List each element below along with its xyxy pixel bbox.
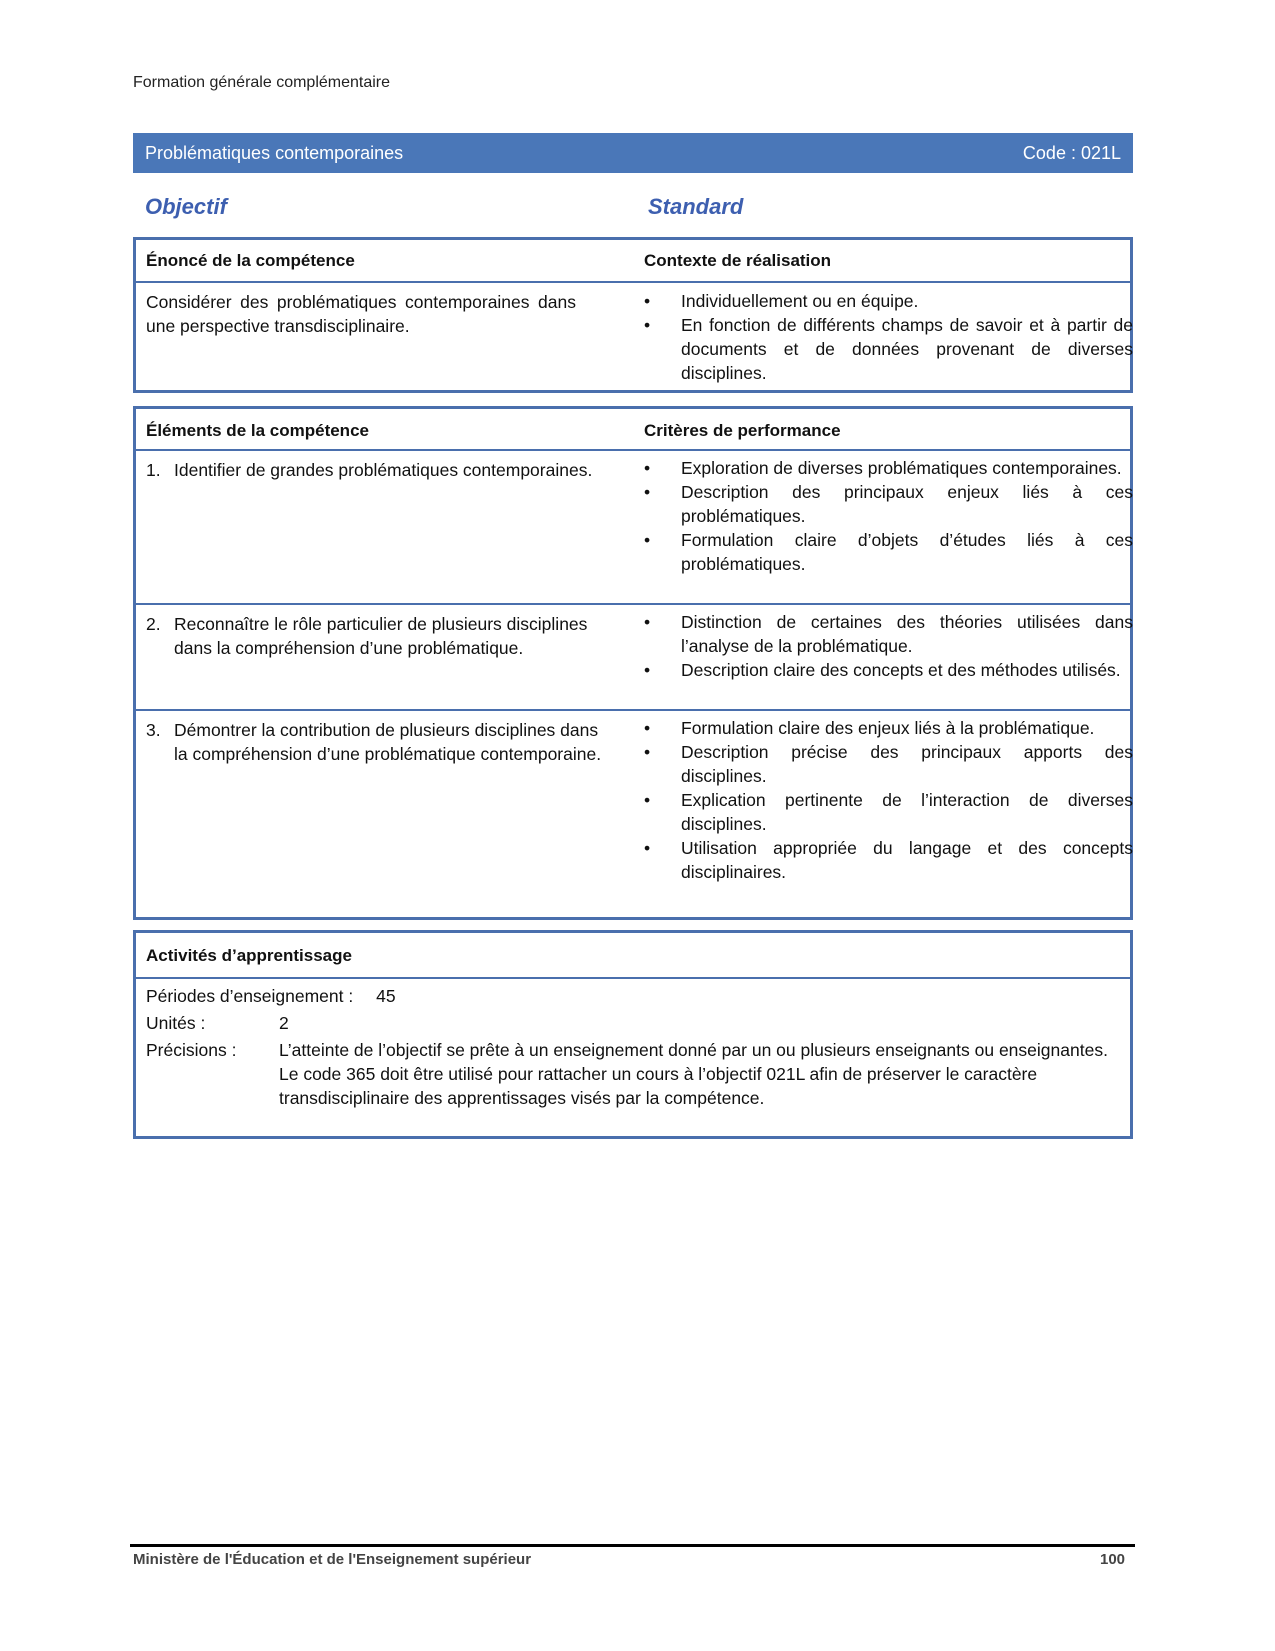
bullet-icon: • [644,838,651,858]
criteria-list-1 [644,456,1133,576]
precision-paragraph: Le code 365 doit être utilisé pour rattacher un cours à l’objectif 021L afin de préserver le caractère transdisciplinaire des apprentissages visés par la compétence. [279,1064,1038,1108]
footer-page-number: 100 [1100,1551,1126,1568]
standard-heading: Standard [648,194,744,219]
element-number: 1. [146,460,161,480]
row-divider [136,603,1130,605]
row-divider [136,709,1130,711]
bullet-icon: • [644,660,651,680]
bullet-icon: • [644,742,651,762]
list-item: • Description précise des principaux apports des disciplines. [644,742,1133,786]
list-item: • Utilisation appropriée du langage et des concepts disciplinaires. [644,838,1133,882]
periodes-label: Périodes d’enseignement : [146,986,354,1006]
elements-header-row [136,409,1130,451]
element-number: 3. [146,720,161,740]
element-row-2 [146,612,616,660]
periodes-value: 45 [376,986,396,1006]
course-title: Problématiques contemporaines [145,143,404,163]
list-item: • Exploration de diverses problématiques contemporaines. [644,458,1122,478]
list-item: • Formulation claire d’objets d’études liés à ces problématiques. [644,530,1133,574]
list-item: • Formulation claire des enjeux liés à la problématique. [644,718,1095,738]
criteria-list-2 [644,610,1133,682]
periodes-row [146,984,396,1008]
competence-box [133,237,1133,393]
criteria-list-3 [644,716,1133,884]
list-item: • Individuellement ou en équipe. [644,291,919,311]
unites-value: 2 [279,1013,289,1033]
enonce-header: Énoncé de la compétence [146,251,355,270]
activites-header: Activités d’apprentissage [146,946,352,965]
title-bar [133,133,1133,173]
contexte-header: Contexte de réalisation [644,251,832,270]
bullet-icon: • [644,718,651,738]
unites-row [146,1011,289,1035]
unites-label: Unités : [146,1013,206,1033]
bullet-icon: • [644,790,651,810]
footer-divider [130,1544,1135,1547]
bullet-icon: • [644,458,651,478]
bullet-icon: • [644,291,651,311]
objectif-heading: Objectif [145,194,227,219]
bullet-icon: • [644,612,651,632]
bullet-icon: • [644,530,651,550]
element-row-1 [146,458,616,482]
competence-header-row [136,240,1130,283]
enonce-text: Considérer des problématiques contemporaines dans une perspective transdisciplinaire. [146,292,576,336]
element-row-3 [146,718,616,766]
activites-box [133,930,1133,1139]
list-item: • Description claire des concepts et des méthodes utilisés. [644,660,1121,680]
element-number: 2. [146,614,161,634]
running-header: Formation générale complémentaire [133,74,391,91]
bullet-icon: • [644,482,651,502]
list-item: • En fonction de différents champs de savoir et à partir de documents et de données provenant de diverses disciplines. [644,315,1133,383]
precisions-row [146,1038,1126,1110]
contexte-list [644,289,1133,385]
footer-ministry: Ministère de l'Éducation et de l'Enseignement supérieur [133,1551,532,1568]
element-text: Identifier de grandes problématiques contemporaines. [174,460,593,480]
list-item: • Description des principaux enjeux liés à ces problématiques. [644,482,1133,526]
course-code: Code : 021L [1022,143,1121,163]
criteres-header: Critères de performance [644,421,841,440]
list-item: • Explication pertinente de l’interaction de diverses disciplines. [644,790,1133,834]
elements-box [133,406,1133,920]
element-text: Démontrer la contribution de plusieurs disciplines dans la compréhension d’une problématique contemporaine. [174,720,602,764]
precision-paragraph: L’atteinte de l’objectif se prête à un enseignement donné par un ou plusieurs enseignants ou enseignantes. [279,1040,1108,1060]
elements-header: Éléments de la compétence [146,421,369,440]
list-item: • Distinction de certaines des théories utilisées dans l’analyse de la problématique. [644,612,1133,656]
activites-header-row [136,933,1130,979]
bullet-icon: • [644,315,651,335]
element-text: Reconnaître le rôle particulier de plusieurs disciplines dans la compréhension d’une problématique. [174,614,588,658]
precisions-label: Précisions : [146,1040,237,1060]
